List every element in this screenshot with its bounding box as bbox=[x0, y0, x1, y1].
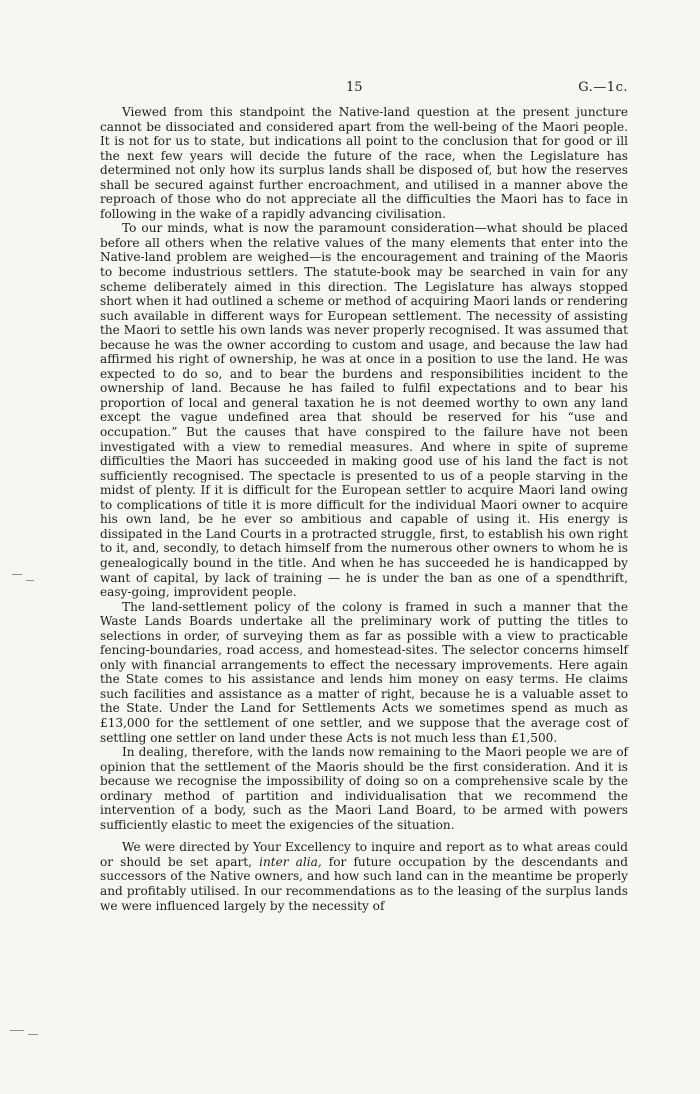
document-reference: G.—1c. bbox=[578, 80, 628, 95]
margin-mark bbox=[12, 574, 22, 575]
margin-mark bbox=[26, 580, 34, 581]
italic-phrase: inter alia, bbox=[259, 854, 322, 869]
margin-mark bbox=[28, 1034, 38, 1035]
paragraph-text: for future occupation by the descendants and successors of the Native owners, and how such land can in the meantime be properly and profitably utilised. In our recommendations as to the leasing of the surplus lands we were influenced largely by the necessity of bbox=[100, 854, 628, 913]
paragraph bbox=[100, 840, 628, 913]
page-number: 15 bbox=[346, 80, 363, 95]
paragraph: Viewed from this standpoint the Native-land question at the present juncture cannot be dissociated and considered apart from the well-being of the Maori people. It is not for us to state, but indications all point to the conclusion that for good or ill the next few years will decide the future of the race, when the Legislature has determined not only how its surplus lands shall be disposed of, but how the reserves shall be secured against further encroachment, and utilised in a manner above the reproach of those who do not appreciate all the difficulties the Maori has to face in following in the wake of a rapidly advancing civilisation. bbox=[100, 105, 628, 221]
page-header bbox=[100, 80, 628, 100]
paragraph-text: We were directed by Your Excellency to inquire and report as to what areas could or should be set apart, bbox=[100, 840, 628, 869]
margin-mark bbox=[10, 1030, 24, 1031]
paragraph: The land-settlement policy of the colony is framed in such a manner that the Waste Lands Boards undertake all the preliminary work of putting the titles to selections in order, of surveying them as far as possible with a view to practicable fencing-boundaries, road access, and homestead-sites. The selector concerns himself only with financial arrangements to effect the necessary improvements. Here again the State comes to his assistance and lends him money on easy terms. He claims such facilities and assistance as a matter of right, because he is a valuable asset to the State. Under the Land for Settlements Acts we sometimes spend as much as £13,000 for the settlement of one settler, and we suppose that the average cost of settling one settler on land under these Acts is not much less than £1,500. bbox=[100, 599, 628, 745]
paragraph: To our minds, what is now the paramount consideration—what should be placed before all others when the relative values of the many elements that enter into the Native-land problem are weighed—is the encouragement and training of the Maoris to become industrious settlers. The statute-book may be searched in vain for any scheme deliberately aimed in this direction. The Legislature has always stopped short when it had outlined a scheme or method of acquiring Maori lands or rendering such available in different ways for European settlement. The necessity of assisting the Maori to settle his own lands was never properly recognised. It was assumed that because he was the owner according to custom and usage, and because the law had affirmed his right of ownership, he was at once in a position to use the land. He was expected to do so, and to bear the burdens and responsibilities incident to the ownership of land. Because he has failed to fulfil expectations and to bear his proportion of local and general taxation he is not deemed worthy to own any land except the vague undefined area that should be reserved for his “use and occupation.” But the causes that have conspired to the failure have not been investigated with a view to remedial measures. And where in spite of supreme difficulties the Maori has succeeded in making good use of his land the fact is not sufficiently recognised. The spectacle is presented to us of a people starving in the midst of plenty. If it is difficult for the European settler to acquire Maori land owing to complications of title it is more difficult for the individual Maori owner to acquire his own land, be he ever so ambitious and capable of using it. His energy is dissipated in the Land Courts in a protracted struggle, first, to establish his own right to it, and, secondly, to detach himself from the numerous other owners to whom he is genealogically bound in the title. And when he has succeeded he is handicapped by want of capital, by lack of training — he is under the ban as one of a spendthrift, easy-going, improvident people. bbox=[100, 221, 628, 600]
document-page bbox=[100, 0, 628, 1094]
body-text bbox=[100, 105, 628, 913]
paragraph: In dealing, therefore, with the lands now remaining to the Maori people we are of opinion that the settlement of the Maoris should be the first consideration. And it is because we recognise the impossibility of doing so on a comprehensive scale by the ordinary method of partition and individualisation that we recommend the intervention of a body, such as the Maori Land Board, to be armed with powers sufficiently elastic to meet the exigencies of the situation. bbox=[100, 745, 628, 832]
